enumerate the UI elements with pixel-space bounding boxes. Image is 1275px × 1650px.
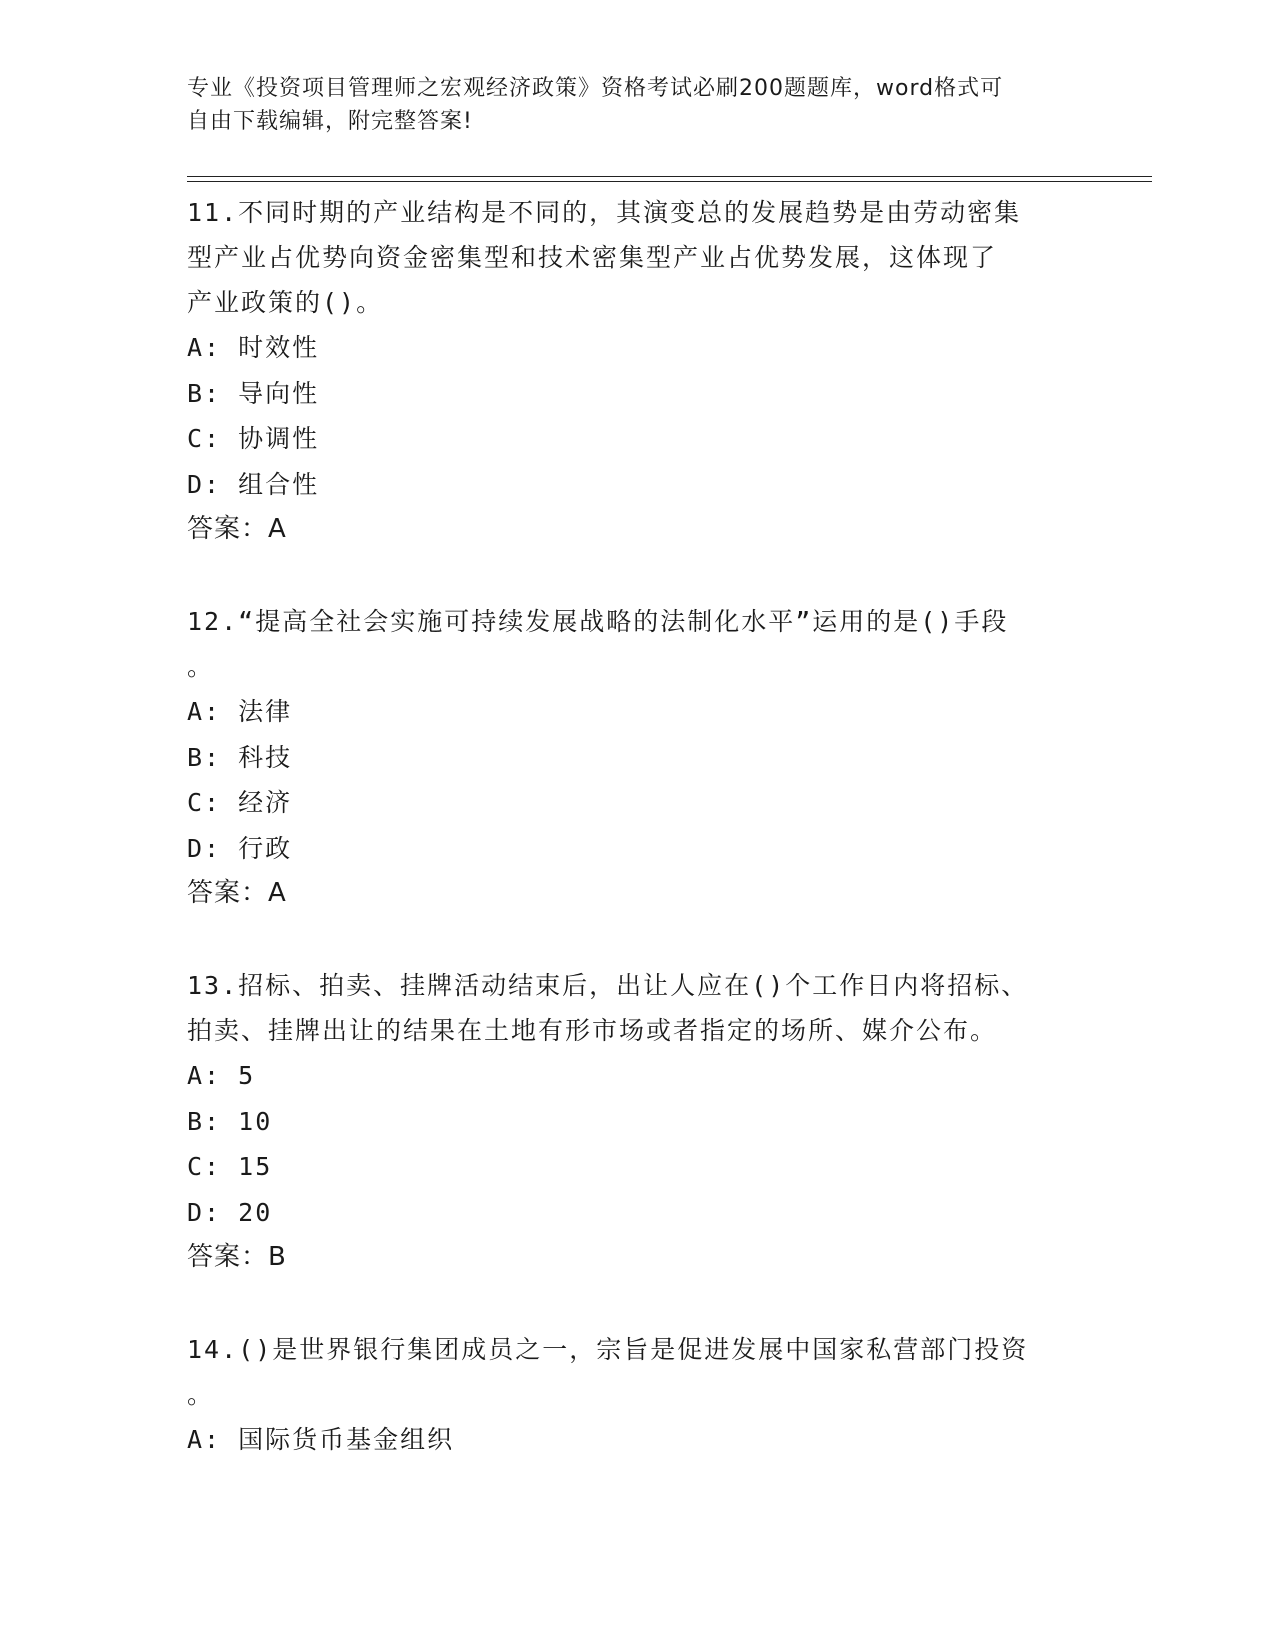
question-spacer: [187, 1280, 1087, 1327]
question-stem-line: 。: [187, 1380, 215, 1409]
question-13: [187, 963, 1087, 1280]
question-14: [187, 1327, 1087, 1463]
question-stem-line: 产业政策的()。: [187, 288, 384, 317]
option-a: A: 法律: [187, 697, 293, 726]
answer-line: 答案：A: [187, 514, 287, 544]
question-stem-line: 型产业占优势向资金密集型和技术密集型产业占优势发展，这体现了: [187, 243, 998, 272]
option-c: C: 经济: [187, 788, 293, 817]
question-spacer: [187, 552, 1087, 599]
question-stem-line: 14.()是世界银行集团成员之一，宗旨是促进发展中国家私营部门投资: [187, 1335, 1029, 1364]
header-double-rule: [187, 176, 1152, 182]
rule-line-top: [187, 176, 1152, 177]
option-c: C: 15: [187, 1152, 273, 1181]
option-c: C: 协调性: [187, 424, 320, 453]
answer-line: 答案：A: [187, 878, 287, 908]
header-line-2: 自由下载编辑，附完整答案!: [187, 109, 473, 134]
question-11: [187, 190, 1087, 552]
document-header: [187, 72, 1087, 138]
header-line-1: 专业《投资项目管理师之宏观经济政策》资格考试必刷200题题库，word格式可: [187, 76, 1004, 101]
question-spacer: [187, 916, 1087, 963]
question-stem-line: 。: [187, 652, 215, 681]
option-b: B: 导向性: [187, 378, 320, 408]
question-stem-line: 拍卖、挂牌出让的结果在土地有形市场或者指定的场所、媒介公布。: [187, 1016, 998, 1045]
option-b: B: 科技: [187, 742, 293, 772]
question-stem-line: 11.不同时期的产业结构是不同的，其演变总的发展趋势是由劳动密集: [187, 198, 1022, 227]
option-a: A: 时效性: [187, 333, 320, 362]
question-list: [187, 190, 1087, 1463]
option-d: D: 组合性: [187, 469, 320, 499]
option-a: A: 5: [187, 1061, 256, 1090]
question-stem-line: 13.招标、拍卖、挂牌活动结束后，出让人应在()个工作日内将招标、: [187, 971, 1029, 1000]
question-stem-line: 12.“提高全社会实施可持续发展战略的法制化水平”运用的是()手段: [187, 607, 1009, 636]
option-b: B: 10: [187, 1106, 273, 1136]
answer-line: 答案：B: [187, 1242, 287, 1272]
option-d: D: 20: [187, 1197, 273, 1227]
rule-line-bottom: [187, 181, 1152, 182]
question-12: [187, 599, 1087, 916]
option-a: A: 国际货币基金组织: [187, 1425, 455, 1454]
option-d: D: 行政: [187, 833, 293, 863]
